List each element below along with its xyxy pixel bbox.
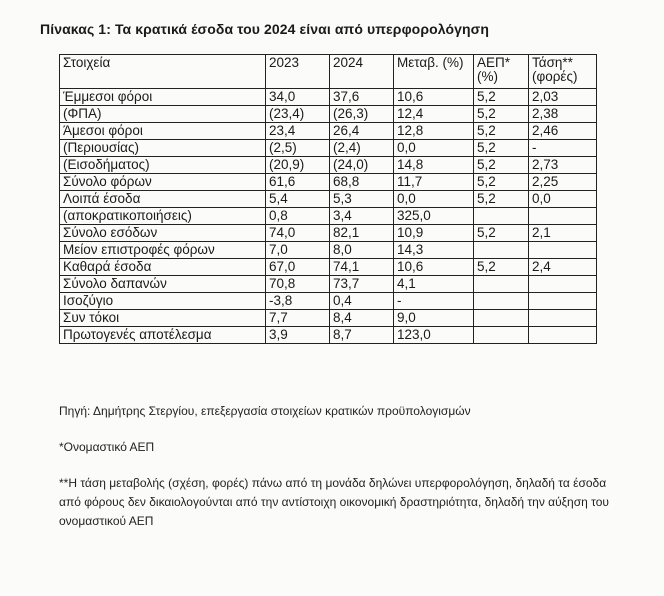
table-cell: 0,8 — [266, 208, 330, 225]
row-label: Άμεσοι φόροι — [60, 123, 266, 140]
table-cell: 34,0 — [266, 89, 330, 106]
table-cell: 73,7 — [330, 276, 394, 293]
table-cell: 2,03 — [529, 89, 597, 106]
table-cell: 61,6 — [266, 174, 330, 191]
table-cell: 325,0 — [394, 208, 474, 225]
table-cell — [474, 327, 529, 344]
table-cell: 5,2 — [474, 174, 529, 191]
table-cell: (23,4) — [266, 106, 330, 123]
table-cell: 5,2 — [474, 157, 529, 174]
table-cell: 8,0 — [330, 242, 394, 259]
revenue-table — [59, 54, 597, 344]
table-cell — [529, 310, 597, 327]
table-cell: (26,3) — [330, 106, 394, 123]
table-cell: 74,1 — [330, 259, 394, 276]
table-cell: 4,1 — [394, 276, 474, 293]
table-row — [60, 157, 597, 174]
table-cell: (20,9) — [266, 157, 330, 174]
table-cell: 68,8 — [330, 174, 394, 191]
table-row — [60, 140, 597, 157]
table-cell — [474, 310, 529, 327]
table-cell: 5,2 — [474, 225, 529, 242]
column-header: Στοιχεία — [60, 55, 266, 89]
table-cell: (2,5) — [266, 140, 330, 157]
table-cell: 5,2 — [474, 191, 529, 208]
row-label: Μείον επιστροφές φόρων — [60, 242, 266, 259]
table-cell: (24,0) — [330, 157, 394, 174]
table-cell: 0,0 — [394, 191, 474, 208]
table-cell: 3,4 — [330, 208, 394, 225]
row-label: (Περιουσίας) — [60, 140, 266, 157]
table-cell: 8,4 — [330, 310, 394, 327]
table-cell — [474, 208, 529, 225]
table-cell: 7,7 — [266, 310, 330, 327]
row-label: (αποκρατικοποιήσεις) — [60, 208, 266, 225]
column-header: Τάση** (φορές) — [529, 55, 597, 89]
table-row — [60, 327, 597, 344]
column-header: 2023 — [266, 55, 330, 89]
table-cell: 3,9 — [266, 327, 330, 344]
column-header: 2024 — [330, 55, 394, 89]
table-cell: 5,4 — [266, 191, 330, 208]
table-cell: 5,2 — [474, 123, 529, 140]
table-cell: 23,4 — [266, 123, 330, 140]
table-cell — [474, 276, 529, 293]
table-header-row — [60, 55, 597, 89]
table-cell: 123,0 — [394, 327, 474, 344]
table-row — [60, 123, 597, 140]
table-cell: 2,38 — [529, 106, 597, 123]
column-header: ΑΕΠ* (%) — [474, 55, 529, 89]
table-cell: 8,7 — [330, 327, 394, 344]
table-cell: 26,4 — [330, 123, 394, 140]
row-label: Συν τόκοι — [60, 310, 266, 327]
trend-footnote: **Η τάση μεταβολής (σχέση, φορές) πάνω από τη μονάδα δηλώνει υπερφορολόγηση, δηλαδή τα έσοδα από φόρους δεν δικαιολογούνται από την αντίστοιχη οικονομική δραστηριότητα, δηλαδή την αύξηση του ονομαστικού ΑΕΠ — [59, 476, 609, 528]
table-cell: 70,8 — [266, 276, 330, 293]
table-cell — [529, 242, 597, 259]
table-cell — [529, 208, 597, 225]
table-row — [60, 276, 597, 293]
table-cell: 9,0 — [394, 310, 474, 327]
table-cell: 10,9 — [394, 225, 474, 242]
table-row — [60, 191, 597, 208]
table-cell: 10,6 — [394, 89, 474, 106]
table-cell: - — [394, 293, 474, 310]
table-row — [60, 242, 597, 259]
table-row — [60, 174, 597, 191]
table-row — [60, 310, 597, 327]
table-row — [60, 89, 597, 106]
table-cell: 2,1 — [529, 225, 597, 242]
row-label: Λοιπά έσοδα — [60, 191, 266, 208]
table-row — [60, 293, 597, 310]
table-cell: 5,3 — [330, 191, 394, 208]
table-cell: 10,6 — [394, 259, 474, 276]
table-cell: (2,4) — [330, 140, 394, 157]
source-note: Πηγή: Δημήτρης Στεργίου, επεξεργασία στοιχείων κρατικών προϋπολογισμών — [59, 404, 471, 418]
table-cell: 2,46 — [529, 123, 597, 140]
table-cell: 5,2 — [474, 259, 529, 276]
table-cell: 5,2 — [474, 89, 529, 106]
table-cell: 7,0 — [266, 242, 330, 259]
table-cell: - — [529, 140, 597, 157]
table-cell: 5,2 — [474, 106, 529, 123]
row-label: Έμμεσοι φόροι — [60, 89, 266, 106]
table-cell: -3,8 — [266, 293, 330, 310]
gdp-footnote: *Ονομαστικό ΑΕΠ — [59, 440, 155, 454]
table-cell: 11,7 — [394, 174, 474, 191]
table-cell — [529, 327, 597, 344]
table-cell: 2,73 — [529, 157, 597, 174]
table-title: Πίνακας 1: Τα κρατικά έσοδα του 2024 είναι από υπερφορολόγηση — [40, 21, 489, 37]
table-cell: 2,25 — [529, 174, 597, 191]
table-cell: 0,4 — [330, 293, 394, 310]
table-cell: 14,8 — [394, 157, 474, 174]
table-cell: 0,0 — [394, 140, 474, 157]
table-row — [60, 106, 597, 123]
table-cell — [474, 242, 529, 259]
table-cell: 12,8 — [394, 123, 474, 140]
table-cell: 2,4 — [529, 259, 597, 276]
row-label: Ισοζύγιο — [60, 293, 266, 310]
table-cell: 37,6 — [330, 89, 394, 106]
table-cell: 14,3 — [394, 242, 474, 259]
row-label: (Εισοδήματος) — [60, 157, 266, 174]
table-row — [60, 225, 597, 242]
row-label: Σύνολο φόρων — [60, 174, 266, 191]
column-header: Μεταβ. (%) — [394, 55, 474, 89]
row-label: Σύνολο δαπανών — [60, 276, 266, 293]
row-label: Σύνολο εσόδων — [60, 225, 266, 242]
table-cell: 0,0 — [529, 191, 597, 208]
table-cell — [474, 293, 529, 310]
table-row — [60, 208, 597, 225]
row-label: Καθαρά έσοδα — [60, 259, 266, 276]
table-row — [60, 259, 597, 276]
table-cell: 74,0 — [266, 225, 330, 242]
table-cell: 5,2 — [474, 140, 529, 157]
table-cell: 67,0 — [266, 259, 330, 276]
table-cell — [529, 276, 597, 293]
row-label: Πρωτογενές αποτέλεσμα — [60, 327, 266, 344]
row-label: (ΦΠΑ) — [60, 106, 266, 123]
table-cell: 12,4 — [394, 106, 474, 123]
table-cell — [529, 293, 597, 310]
table-cell: 82,1 — [330, 225, 394, 242]
